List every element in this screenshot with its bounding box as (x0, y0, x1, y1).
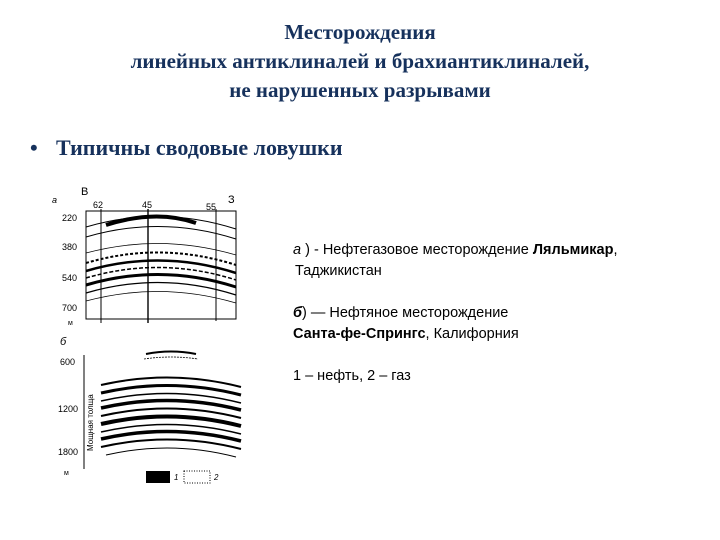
panel-b-unit: м (64, 470, 69, 477)
well-label-62: 62 (93, 200, 104, 210)
depth-label-380: 380 (62, 242, 78, 252)
well-label-55: 55 (206, 202, 217, 212)
caption-a-bold: Ляльмикар (532, 242, 614, 258)
panel-b-label: б (60, 336, 67, 348)
depth-label-540: 540 (62, 273, 78, 283)
depth-label-1200: 1200 (58, 404, 79, 414)
caption-b-text: ) — Нефтяное месторождение (301, 305, 509, 321)
depth-label-1800: 1800 (58, 447, 79, 457)
caption-a-line2: Таджикистан (295, 263, 382, 279)
figure-caption (293, 240, 713, 408)
caption-a (293, 240, 713, 282)
legend-gas-swatch (184, 471, 210, 483)
bullet-marker: • (30, 135, 38, 160)
legend-gas-number: 2 (214, 473, 219, 482)
legend-oil-swatch (146, 471, 170, 483)
caption-b-tail: , Калифорния (425, 326, 519, 342)
title-line-2: линейных антиклиналей и брахиантиклиналей, (130, 49, 590, 73)
legend-oil-number: 1 (174, 473, 179, 482)
panel-b (58, 336, 241, 483)
panel-a-west-label: В (81, 186, 89, 198)
panel-b-side-label: Мощная толща (86, 394, 95, 451)
bullet-text: Типичны сводовые ловушки (56, 135, 343, 160)
caption-a-line1 (293, 240, 713, 261)
caption-legend: 1 – нефть, 2 – газ (293, 368, 411, 384)
title-line-1: Месторождения (284, 20, 436, 44)
well-label-45: 45 (142, 200, 153, 210)
depth-label-600: 600 (60, 357, 76, 367)
geologic-sections-figure (46, 183, 286, 495)
panel-a-label: а (52, 195, 58, 205)
caption-b-bold: Санта-фе-Спрингс (293, 326, 426, 342)
caption-b-line1 (293, 303, 713, 324)
panel-a-east-label: З (228, 194, 235, 206)
caption-b (293, 303, 713, 345)
caption-b-letter: б (293, 305, 302, 321)
caption-a-text: ) - Нефтегазовое месторождение (301, 242, 533, 258)
depth-label-220: 220 (62, 213, 78, 223)
panel-a (52, 186, 236, 327)
panel-a-unit: м (68, 320, 73, 327)
slide-title (20, 18, 700, 105)
title-line-3: не нарушенных разрывами (229, 78, 491, 102)
caption-b-line2 (293, 324, 713, 345)
caption-a-tail: , (613, 242, 618, 258)
caption-a-letter: а (293, 242, 302, 258)
bullet-item (30, 135, 343, 161)
depth-label-700: 700 (62, 303, 78, 313)
